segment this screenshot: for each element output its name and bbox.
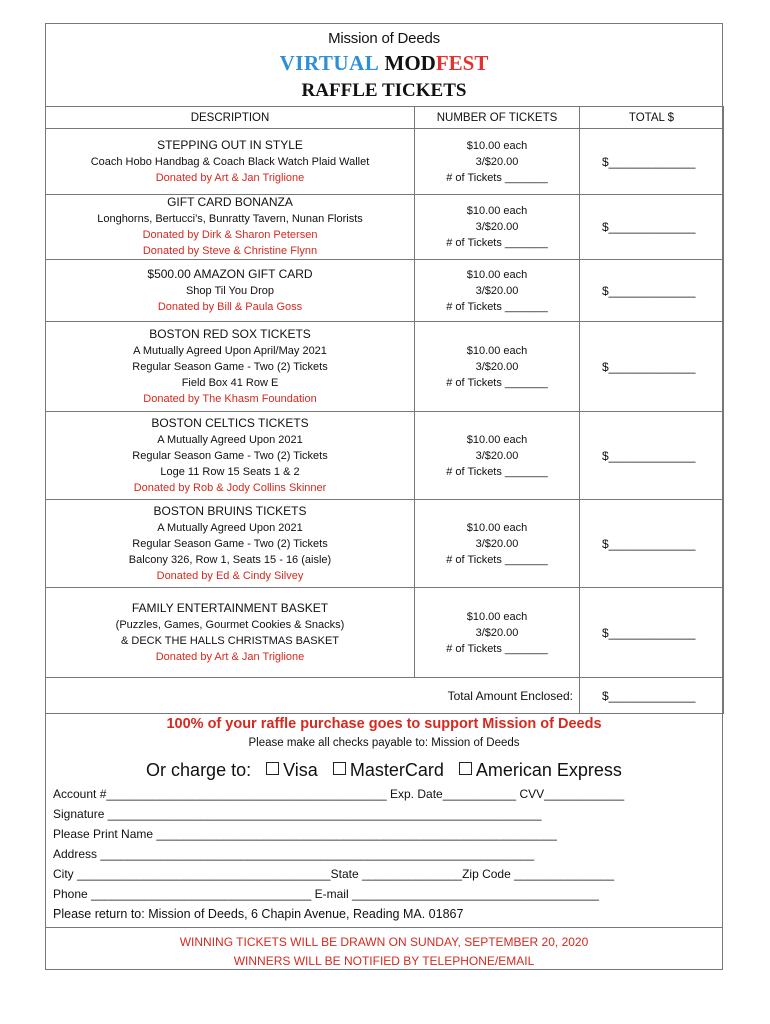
- col-total: TOTAL $: [580, 107, 724, 129]
- item-pricing: [415, 195, 580, 260]
- col-number-of-tickets: NUMBER OF TICKETS: [415, 107, 580, 129]
- total-amount-label: Total Amount Enclosed:: [46, 678, 580, 714]
- item-detail: Shop Til You Drop: [185, 284, 275, 297]
- event-logo-fest: FEST: [435, 51, 489, 75]
- item-detail: Regular Season Game - Two (2) Tickets: [132, 537, 328, 550]
- amex-checkbox[interactable]: [459, 762, 472, 775]
- return-address: Please return to: Mission of Deeds, 6 Chapin Avenue, Reading MA. 01867: [53, 907, 464, 921]
- item-name: $500.00 AMAZON GIFT CARD: [147, 266, 313, 281]
- item-detail: Regular Season Game - Two (2) Tickets: [132, 360, 328, 373]
- item-total-field[interactable]: $_____________: [580, 588, 724, 678]
- item-description: [46, 500, 415, 588]
- mastercard-checkbox[interactable]: [333, 762, 346, 775]
- tickets-count-field[interactable]: # of Tickets _______: [446, 553, 548, 566]
- payment-form: [53, 784, 624, 924]
- table-row: [46, 500, 724, 588]
- total-row: [46, 678, 724, 714]
- drawing-date: WINNING TICKETS WILL BE DRAWN ON SUNDAY, SEPTEMBER 20, 2020: [179, 935, 589, 949]
- drawing-notice: [46, 933, 722, 971]
- price-each: $10.00 each: [466, 344, 528, 357]
- item-name: BOSTON CELTICS TICKETS: [151, 415, 309, 430]
- price-three: 3/$20.00: [475, 626, 519, 639]
- item-detail: A Mutually Agreed Upon 2021: [157, 521, 303, 534]
- table-row: [46, 129, 724, 195]
- item-detail: Coach Hobo Handbag & Coach Black Watch Plaid Wallet: [90, 155, 370, 168]
- address-field[interactable]: Address _________________________________________________________________: [53, 847, 535, 861]
- price-three: 3/$20.00: [475, 155, 519, 168]
- item-donor: Donated by Rob & Jody Collins Skinner: [133, 481, 327, 494]
- item-detail: Loge 11 Row 15 Seats 1 & 2: [160, 465, 300, 478]
- notification-note: WINNERS WILL BE NOTIFIED BY TELEPHONE/EMAIL: [233, 954, 535, 968]
- price-each: $10.00 each: [466, 433, 528, 446]
- item-pricing: [415, 322, 580, 412]
- item-name: BOSTON RED SOX TICKETS: [149, 326, 311, 341]
- event-logo-mod: MOD: [384, 51, 436, 75]
- price-three: 3/$20.00: [475, 360, 519, 373]
- item-detail: A Mutually Agreed Upon 2021: [157, 433, 303, 446]
- checks-payable: Please make all checks payable to: Mission of Deeds: [248, 737, 520, 749]
- tickets-count-field[interactable]: # of Tickets _______: [446, 465, 548, 478]
- account-field[interactable]: Account #__________________________________________ Exp. Date___________ CVV____________: [53, 787, 625, 801]
- total-amount-field[interactable]: $_____________: [580, 678, 724, 714]
- item-donor: Donated by Dirk & Sharon Petersen: [142, 229, 318, 241]
- tickets-count-field[interactable]: # of Tickets _______: [446, 642, 548, 655]
- tickets-count-field[interactable]: # of Tickets _______: [446, 237, 548, 249]
- item-name: BOSTON BRUINS TICKETS: [153, 503, 307, 518]
- item-detail: (Puzzles, Games, Gourmet Cookies & Snacks): [115, 618, 345, 631]
- price-each: $10.00 each: [466, 268, 528, 281]
- table-row: [46, 260, 724, 322]
- table-header-row: [46, 107, 724, 129]
- table-row: [46, 588, 724, 678]
- phone-email-field[interactable]: Phone _________________________________ E-mail _____________________________________: [53, 887, 599, 901]
- item-total-field[interactable]: $_____________: [580, 195, 724, 260]
- item-total-field[interactable]: $_____________: [580, 129, 724, 195]
- table-row: [46, 322, 724, 412]
- item-detail: Field Box 41 Row E: [181, 376, 279, 389]
- price-each: $10.00 each: [466, 205, 528, 217]
- support-message: 100% of your raffle purchase goes to support Mission of Deeds: [166, 716, 602, 732]
- payment-options: [46, 760, 722, 781]
- item-total-field[interactable]: $_____________: [580, 322, 724, 412]
- city-state-zip-field[interactable]: City ______________________________________State _______________Zip Code _______________: [53, 867, 615, 881]
- price-three: 3/$20.00: [475, 221, 519, 233]
- price-each: $10.00 each: [466, 139, 528, 152]
- item-detail: Balcony 326, Row 1, Seats 15 - 16 (aisle): [128, 553, 332, 566]
- tickets-count-field[interactable]: # of Tickets _______: [446, 300, 548, 313]
- item-total-field[interactable]: $_____________: [580, 260, 724, 322]
- tickets-count-field[interactable]: # of Tickets _______: [446, 171, 548, 184]
- item-pricing: [415, 588, 580, 678]
- visa-checkbox[interactable]: [266, 762, 279, 775]
- footer-divider: [46, 927, 722, 928]
- item-description: [46, 588, 415, 678]
- price-each: $10.00 each: [466, 610, 528, 623]
- charge-label: Or charge to:: [146, 760, 252, 780]
- item-detail: A Mutually Agreed Upon April/May 2021: [133, 344, 327, 357]
- item-donor: Donated by Bill & Paula Goss: [157, 300, 303, 313]
- item-description: [46, 412, 415, 500]
- item-description: [46, 322, 415, 412]
- item-donor: Donated by Art & Jan Triglione: [155, 650, 305, 663]
- col-description: DESCRIPTION: [46, 107, 415, 129]
- item-pricing: [415, 412, 580, 500]
- item-total-field[interactable]: $_____________: [580, 500, 724, 588]
- raffle-table: [45, 106, 724, 714]
- org-name: Mission of Deeds: [328, 30, 440, 47]
- tickets-count-field[interactable]: # of Tickets _______: [446, 376, 548, 389]
- item-pricing: [415, 260, 580, 322]
- price-three: 3/$20.00: [475, 284, 519, 297]
- item-pricing: [415, 129, 580, 195]
- item-detail: & DECK THE HALLS CHRISTMAS BASKET: [120, 634, 340, 647]
- item-donor-2: Donated by Steve & Christine Flynn: [142, 245, 318, 257]
- event-logo: [46, 51, 722, 76]
- item-name: FAMILY ENTERTAINMENT BASKET: [131, 600, 329, 615]
- visa-label: Visa: [283, 760, 318, 780]
- item-description: [46, 260, 415, 322]
- price-three: 3/$20.00: [475, 537, 519, 550]
- item-description: [46, 129, 415, 195]
- price-three: 3/$20.00: [475, 449, 519, 462]
- mastercard-label: MasterCard: [349, 760, 444, 780]
- item-name: GIFT CARD BONANZA: [167, 195, 293, 209]
- item-name: STEPPING OUT IN STYLE: [157, 137, 303, 152]
- print-name-field[interactable]: Please Print Name ____________________________________________________________: [53, 827, 557, 841]
- item-detail: Longhorns, Bertucci’s, Bunratty Tavern, Nunan Florists: [97, 213, 363, 225]
- table-row: [46, 195, 724, 260]
- item-description: [46, 195, 415, 260]
- price-each: $10.00 each: [466, 521, 528, 534]
- raffle-form: [45, 23, 723, 970]
- amex-label: American Express: [475, 760, 622, 780]
- signature-field[interactable]: Signature _________________________________________________________________: [53, 807, 542, 821]
- item-total-field[interactable]: $_____________: [580, 412, 724, 500]
- item-donor: Donated by Ed & Cindy Silvey: [156, 569, 304, 582]
- item-donor: Donated by The Khasm Foundation: [143, 392, 317, 405]
- table-row: [46, 412, 724, 500]
- event-logo-virtual: VIRTUAL: [279, 51, 380, 75]
- page-title: RAFFLE TICKETS: [301, 80, 467, 101]
- item-donor: Donated by Art & Jan Triglione: [155, 171, 305, 184]
- item-pricing: [415, 500, 580, 588]
- item-detail: Regular Season Game - Two (2) Tickets: [132, 449, 328, 462]
